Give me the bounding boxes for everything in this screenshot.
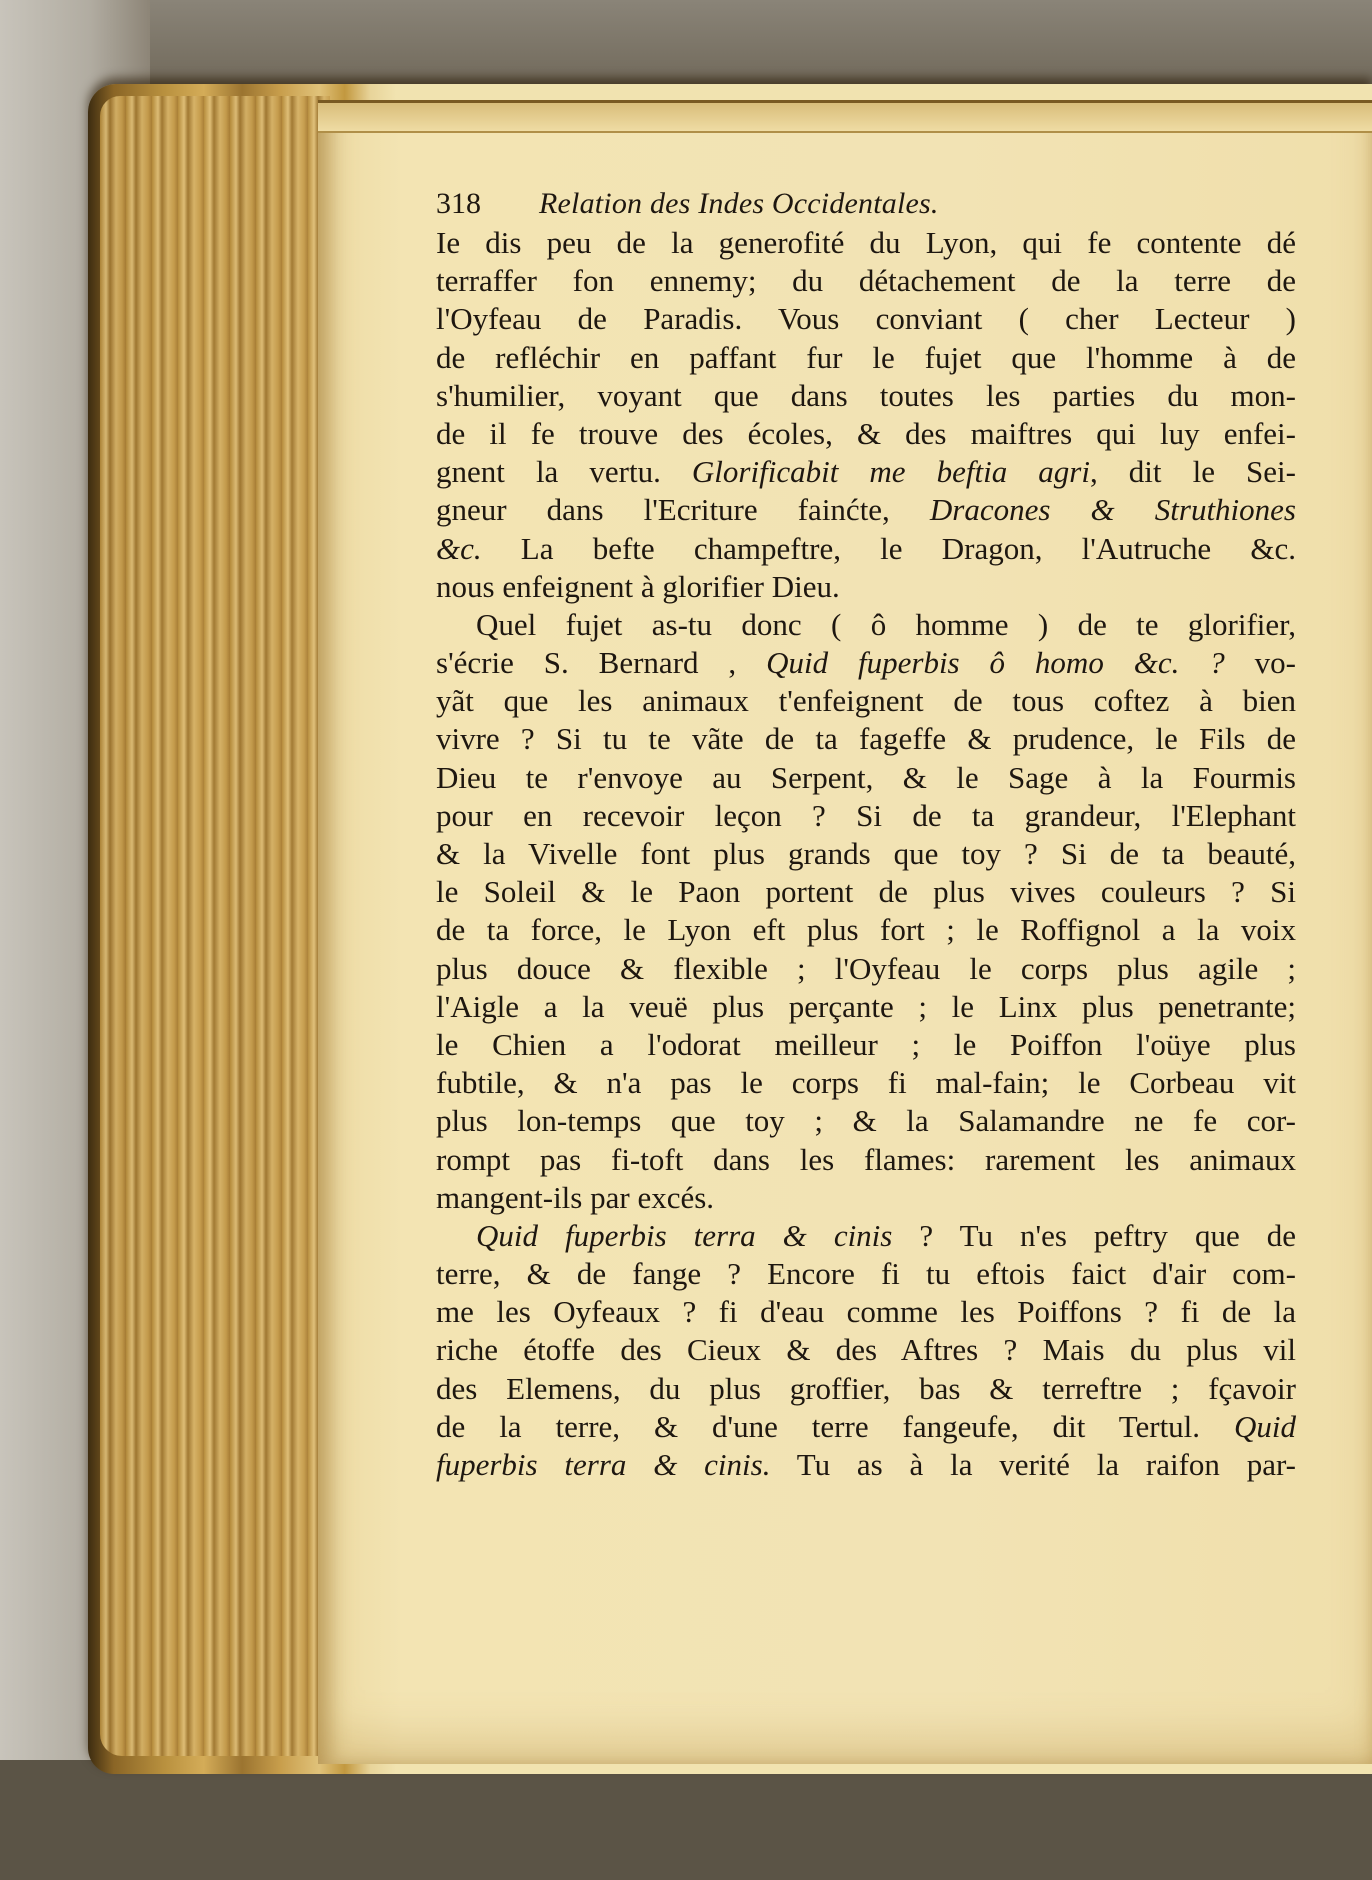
text-line <box>436 453 1296 491</box>
text-line <box>436 950 1296 988</box>
line-text: le Soleil & le Paon portent de plus vives couleurs ? Si <box>436 874 1296 910</box>
line-text: s'écrie S. Bernard , <box>436 645 767 681</box>
line-text: Tu as à la verité la raifon par- <box>770 1447 1297 1482</box>
line-text: mangent-ils par excés. <box>436 1179 715 1215</box>
line-text: des Elemens, du plus groffier, bas & terreftre ; fçavoir <box>436 1370 1296 1406</box>
page-top-edge <box>318 100 1372 133</box>
running-title: Relation des Indes Occidentales. <box>539 187 939 220</box>
line-text: s'humilier, voyant que dans toutes les parties du mon- <box>436 377 1296 413</box>
line-text: me les Oyfeaux ? fi d'eau comme les Poiffons ? fi de la <box>436 1294 1296 1330</box>
text-line <box>436 682 1296 720</box>
line-text: gneur dans l'Ecriture fainćte, <box>436 492 930 528</box>
running-head <box>436 184 1296 224</box>
line-text: plus lon-temps que toy ; & la Salamandre ne fe cor- <box>436 1103 1296 1139</box>
text-line <box>436 1064 1296 1102</box>
italic-quotation: fuperbis terra & cinis. <box>436 1447 771 1482</box>
line-text: ? Tu n'es peftry que de <box>892 1217 1296 1253</box>
line-text: fubtile, & n'a pas le corps fi mal-fain; le Corbeau vit <box>436 1065 1296 1101</box>
line-text: le Chien a l'odorat meilleur ; le Poiffon l'oüye plus <box>436 1026 1296 1062</box>
page-number: 318 <box>436 187 481 220</box>
text-line <box>436 1370 1296 1408</box>
line-text: terraffer fon ennemy; du détachement de la terre de <box>436 263 1296 299</box>
text-line <box>436 644 1296 682</box>
italic-quotation: Glorificabit me beftia agri <box>691 454 1090 490</box>
text-line <box>436 1331 1296 1369</box>
page-edges <box>100 96 330 1756</box>
line-text: vivre ? Si tu te vãte de ta fageffe & prudence, le Fils de <box>436 721 1296 757</box>
text-line <box>436 224 1296 262</box>
text-line <box>436 530 1296 568</box>
line-text: de refléchir en paffant fur le fujet que l'homme à de <box>436 339 1296 375</box>
line-text: pour en recevoir leçon ? Si de ta grandeur, l'Elephant <box>436 797 1296 833</box>
line-text: gnent la vertu. <box>436 454 692 490</box>
text-line <box>436 759 1296 797</box>
text-line <box>436 1026 1296 1064</box>
line-text: vo- <box>1224 645 1296 681</box>
page-text <box>436 184 1296 1484</box>
text-lines <box>436 224 1296 1484</box>
line-text: l'Aigle a la veuë plus perçante ; le Linx plus penetrante; <box>436 988 1296 1024</box>
italic-quotation: Quid <box>1234 1408 1296 1444</box>
line-text: Ie dis peu de la generofité du Lyon, qui fe contente dé <box>436 225 1296 260</box>
line-text: , dit le Sei- <box>1089 454 1296 490</box>
line-text: terre, & de fange ? Encore fi tu eftois faict d'air com- <box>436 1256 1296 1292</box>
text-line <box>436 1293 1296 1331</box>
line-text: yãt que les animaux t'enfeignent de tous coftez à bien <box>436 683 1296 719</box>
text-line <box>436 797 1296 835</box>
line-text: Dieu te r'envoye au Serpent, & le Sage à la Fourmis <box>436 759 1296 795</box>
text-line <box>436 1141 1296 1179</box>
text-line <box>436 1102 1296 1140</box>
line-text: riche étoffe des Cieux & des Aftres ? Mais du plus vil <box>436 1332 1296 1368</box>
text-line <box>436 1408 1296 1446</box>
italic-quotation: Dracones & Struthiones <box>929 492 1296 528</box>
text-line <box>436 491 1296 529</box>
text-line <box>436 835 1296 873</box>
text-line <box>436 1446 1296 1484</box>
text-line <box>436 415 1296 453</box>
text-line <box>436 606 1296 644</box>
line-text: La befte champeftre, le Dragon, l'Autruche &c. <box>481 530 1296 566</box>
line-text: Quel fujet as-tu donc ( ô homme ) de te glorifier, <box>476 606 1296 642</box>
line-text: de il fe trouve des écoles, & des maiftres qui luy enfei- <box>436 415 1296 451</box>
line-text: de ta force, le Lyon eft plus fort ; le Roffignol a la voix <box>436 912 1296 948</box>
line-text: & la Vivelle font plus grands que toy ? Si de ta beauté, <box>436 836 1296 871</box>
line-text: de la terre, & d'une terre fangeufe, dit Tertul. <box>436 1408 1234 1444</box>
text-line <box>436 377 1296 415</box>
backdrop-bottom <box>0 1760 1372 1880</box>
line-text: nous enfeignent à glorifier Dieu. <box>436 568 840 604</box>
italic-quotation: Quid fuperbis terra & cinis <box>476 1217 893 1253</box>
line-text: plus douce & flexible ; l'Oyfeau le corps plus agile ; <box>436 950 1296 986</box>
text-line <box>436 1179 1296 1217</box>
text-line <box>436 720 1296 758</box>
text-line <box>436 988 1296 1026</box>
text-line <box>436 1217 1296 1255</box>
text-line <box>436 262 1296 300</box>
line-text: l'Oyfeau de Paradis. Vous conviant ( cher Lecteur ) <box>436 301 1296 337</box>
line-text: rompt pas fi-toft dans les flames: rarement les animaux <box>436 1141 1296 1177</box>
text-line <box>436 339 1296 377</box>
text-line <box>436 300 1296 338</box>
italic-quotation: &c. <box>436 530 482 566</box>
italic-quotation: Quid fuperbis ô homo &c. ? <box>766 645 1225 681</box>
text-line <box>436 873 1296 911</box>
text-line <box>436 911 1296 949</box>
text-line <box>436 1255 1296 1293</box>
text-line <box>436 568 1296 606</box>
